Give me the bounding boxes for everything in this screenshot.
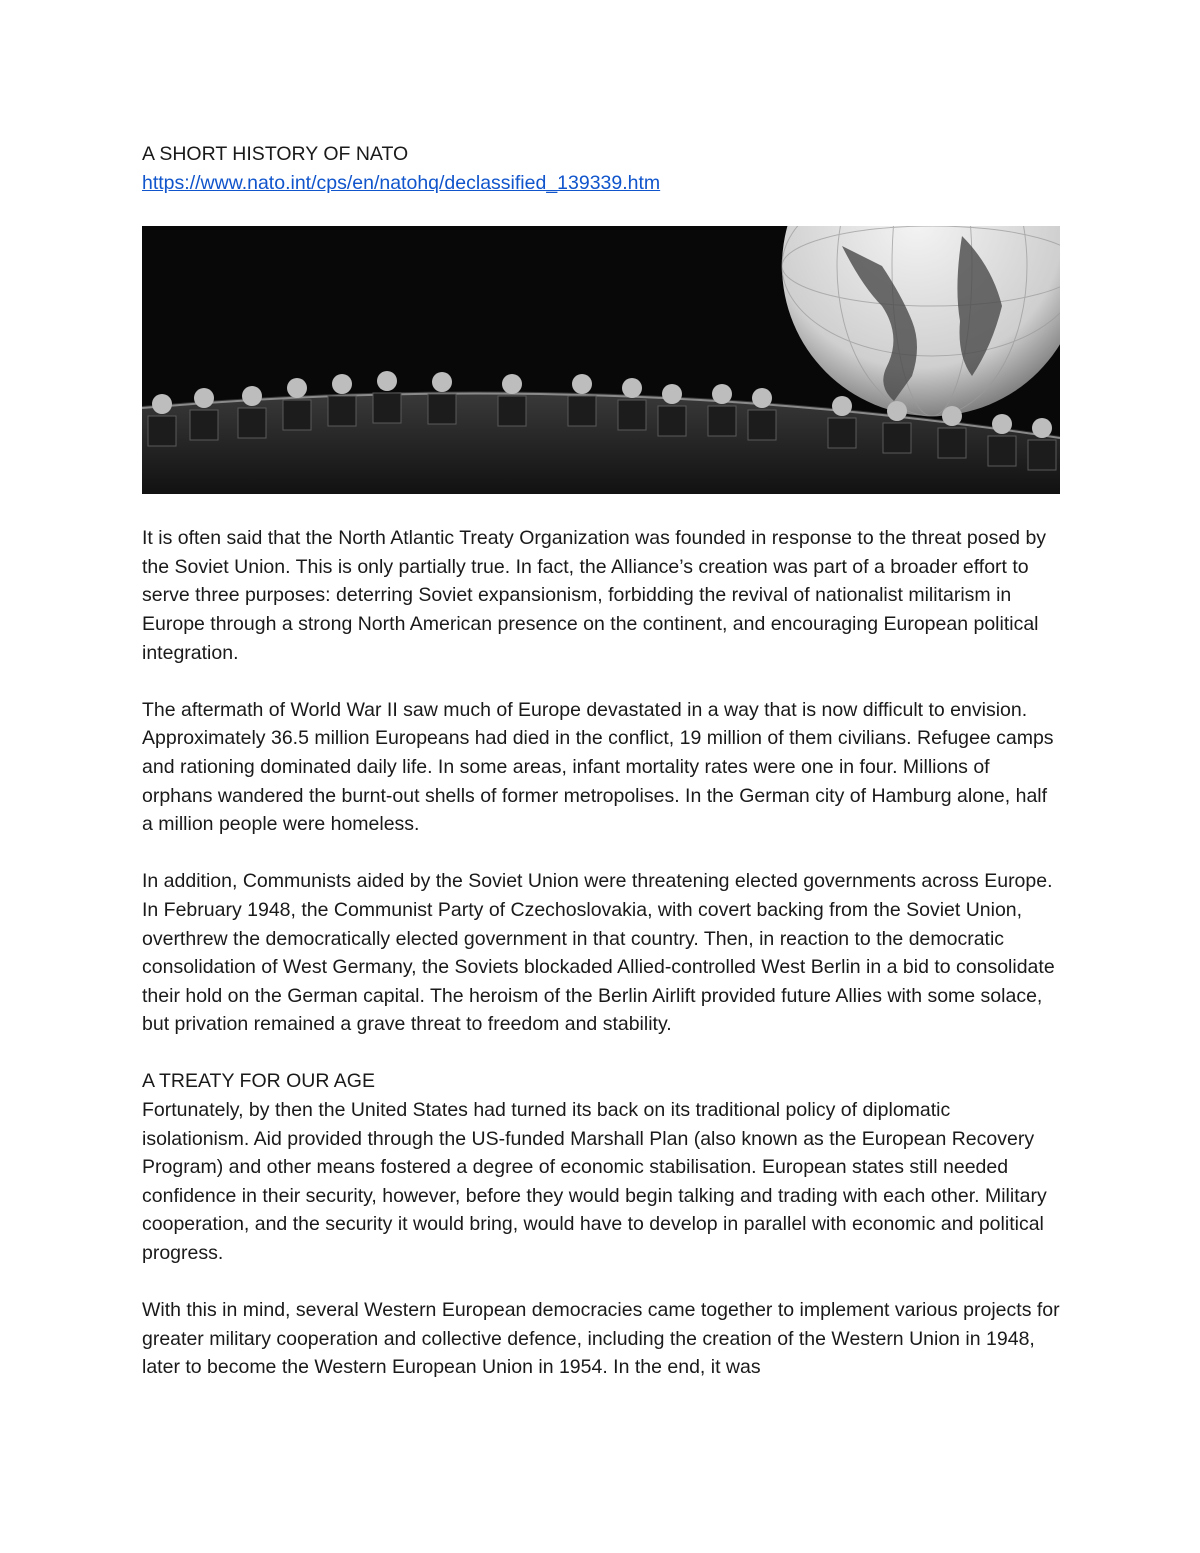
document-title: A SHORT HISTORY OF NATO — [142, 143, 409, 165]
source-link[interactable]: https://www.nato.int/cps/en/natohq/declassified_139339.htm — [142, 171, 661, 194]
paragraph-communists: In addition, Communists aided by the Soviet Union were threatening elected governments across Europe. In February 1948, the Communist Party of Czechoslovakia, with covert backing from the Soviet Union, overthrew the democratically elected government in that country. Then, in reaction to the democratic consolidation of West Germany, the Soviets blockaded Allied-controlled West Berlin in a bid to consolidate their hold on the German capital. The heroism of the Berlin Airlift provided future Allies with some solace, but privation remained a grave threat to freedom and stability. — [142, 870, 1055, 1036]
paragraph-marshall-plan: Fortunately, by then the United States had turned its back on its traditional policy of diplomatic isolationism. Aid provided through the US-funded Marshall Plan (also known as the European Recovery Program) and other means fostered a degree of economic stabilisation. European states still needed confidence in their security, however, before they would begin talking and trading with each other. Military cooperation, and the security it would bring, would have to develop in parallel with economic and political progress. — [142, 1099, 1047, 1265]
document-page — [142, 140, 1060, 1411]
photo-nato-signing-globe-icon — [142, 226, 1060, 494]
paragraph-western-union: With this in mind, several Western European democracies came together to implement various projects for greater military cooperation and collective defence, including the creation of the Western Union in 1948, later to become the Western European Union in 1954. In the end, it was — [142, 1299, 1060, 1379]
paragraph-intro: It is often said that the North Atlantic Treaty Organization was founded in response to the threat posed by the Soviet Union. This is only partially true. In fact, the Alliance’s creation was part of a broader effort to serve three purposes: deterring Soviet expansionism, forbidding the revival of nationalist militarism in Europe through a strong North American presence on the continent, and encouraging European political integration. — [142, 527, 1047, 664]
paragraph-aftermath: The aftermath of World War II saw much of Europe devastated in a way that is now difficult to envision. Approximately 36.5 million Europeans had died in the conflict, 19 million of them civilians. Refugee camps and rationing dominated daily life. In some areas, infant mortality rates were one in four. Millions of orphans wandered the burnt-out shells of former metropolises. In the German city of Hamburg alone, half a million people were homeless. — [142, 698, 1054, 836]
section-heading: A TREATY FOR OUR AGE — [142, 1070, 375, 1093]
